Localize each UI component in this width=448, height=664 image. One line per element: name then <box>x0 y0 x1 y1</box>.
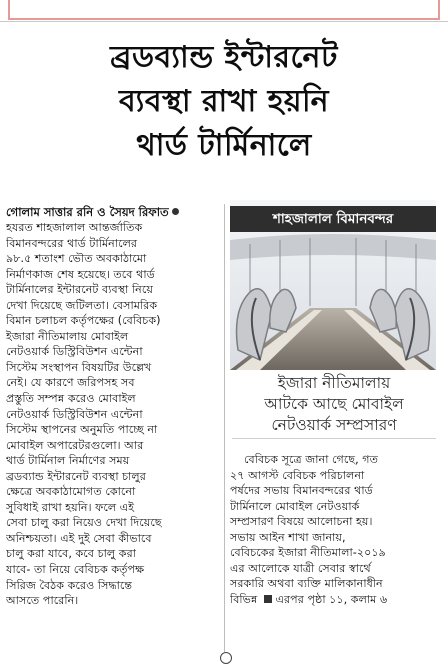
article-column-right <box>230 452 438 607</box>
text-line: সরকারি অথবা ব্যক্তি মালিকানাধীন <box>230 577 383 591</box>
kicker-line: ইজারা নীতিমালায় <box>277 374 391 392</box>
right-column-lines <box>230 452 438 592</box>
text-line: বেবিচক সূত্রে জানা গেছে, গত <box>244 453 378 466</box>
text-line: মোবাইল অপারেটরগুলো। আর <box>6 438 144 452</box>
headline-line: থার্ড টার্মিনালে <box>136 128 312 163</box>
text-line: সুবিধাই রাখা হয়নি। ফলে এই <box>6 500 135 514</box>
text-line: পর্ষদের সভায় বিমানবন্দরের থার্ড <box>230 484 373 498</box>
photo-label: শাহজালাল বিমানবন্দর <box>230 206 436 232</box>
text-line: ২৭ আগস্ট বেবিচক পরিচালনা <box>230 468 365 482</box>
text-line: বেবিচকের ইজারা নীতিমালা-২০১৯ <box>230 546 386 560</box>
bullet-icon <box>172 208 179 215</box>
text-line: সিস্টেম সংস্থাপন বিষয়টির উল্লেখ <box>6 360 152 374</box>
column-divider <box>224 204 225 652</box>
article-column-left <box>6 220 220 609</box>
text-line: থার্ড টার্মিনাল নির্মাণের সময় <box>6 454 130 468</box>
headline-line: ব্রডব্যান্ড ইন্টারনেট <box>110 40 338 75</box>
text-line: প্রস্তুতি সম্পন্ন করেও মোবাইল <box>6 392 136 406</box>
square-bullet-icon <box>264 595 272 603</box>
text-line: সভায় আইন শাখা জানায়, <box>230 530 346 544</box>
text-line: সেবা চালু করা নিয়েও দেখা দিয়েছে <box>6 516 162 530</box>
page-bottom-mark <box>220 652 232 664</box>
continuation-line <box>230 592 438 608</box>
text-line: চালু করা যাবে, কবে চালু করা <box>6 547 136 561</box>
text-line: সিস্টেম স্থাপনের অনুমতি পাচ্ছে না <box>6 423 158 437</box>
text-line: টার্মিনালের ইন্টারনেট ব্যবস্থা নিয়ে <box>6 283 153 297</box>
headline <box>10 36 438 168</box>
text-line: ক্ষেত্রে অবকাঠামোগত কোনো <box>6 485 136 499</box>
text-line: দেখা দিয়েছে জটিলতা। বেসামরিক <box>6 298 158 312</box>
top-frame-box <box>8 0 440 20</box>
text-line: সম্প্রসারণ বিষয়ে আলোচনা হয়। <box>230 515 373 529</box>
text-line: সিরিজ বৈঠক করেও সিদ্ধান্তে <box>6 578 133 592</box>
text-line: ব্রডব্যান্ড ইন্টারনেট ব্যবস্থা চালুর <box>6 469 146 483</box>
headline-line: ব্যবস্থা রাখা হয়নি <box>118 84 330 119</box>
text-line: নেই। যে কারণে জরিপসহ সব <box>6 376 135 390</box>
kicker-line: আটকে আছে মোবাইল <box>264 395 404 413</box>
text-line: হযরত শাহজালাল আন্তর্জাতিক <box>6 221 143 234</box>
byline-text: গোলাম সাত্তার রনি ও সৈয়দ রিফাত <box>6 205 169 219</box>
kicker-line: নেটওয়ার্ক সম্প্রসারণ <box>271 416 397 434</box>
text-line: যাবে- তা নিয়ে বেবিচক কর্তৃপক্ষ <box>6 563 145 577</box>
text-line: ইজারা নীতিমালায় মোবাইল <box>6 329 129 343</box>
photo-kicker <box>232 373 436 436</box>
text-line: আসতে পারেনি। <box>6 594 79 608</box>
text-line: বিমানবন্দরের থার্ড টার্মিনালের <box>6 236 138 250</box>
text-line: এর আলোকে যাত্রী সেবার স্বার্থে <box>230 561 371 575</box>
kicker-divider <box>232 438 436 439</box>
text-line: বিমান চলাচল কর্তৃপক্ষের (বেবিচক) <box>6 314 161 328</box>
right-last-word: বিভিন্ন <box>230 592 258 606</box>
text-line: টার্মিনালে মোবাইল নেটওয়ার্ক <box>230 499 360 513</box>
text-line: নেটওয়ার্ক ডিস্ট্রিবিউশন এন্টেনা <box>6 407 143 421</box>
text-line: নেটওয়ার্ক ডিস্ট্রিবিউশন এন্টেনা <box>6 345 143 359</box>
text-line: ৯৮.৫ শতাংশ ভৌত অবকাঠামো <box>6 252 147 266</box>
text-line: অনিশ্চয়তা। এই দুই সেবা কীভাবে <box>6 531 152 545</box>
continuation-note: এরপর পৃষ্ঠা ১১, কলাম ৬ <box>275 592 388 606</box>
airport-photo <box>230 200 436 370</box>
text-line: নির্মাণকাজ শেষ হয়েছে। তবে থার্ড <box>6 267 155 281</box>
top-frame-rule <box>0 0 448 22</box>
